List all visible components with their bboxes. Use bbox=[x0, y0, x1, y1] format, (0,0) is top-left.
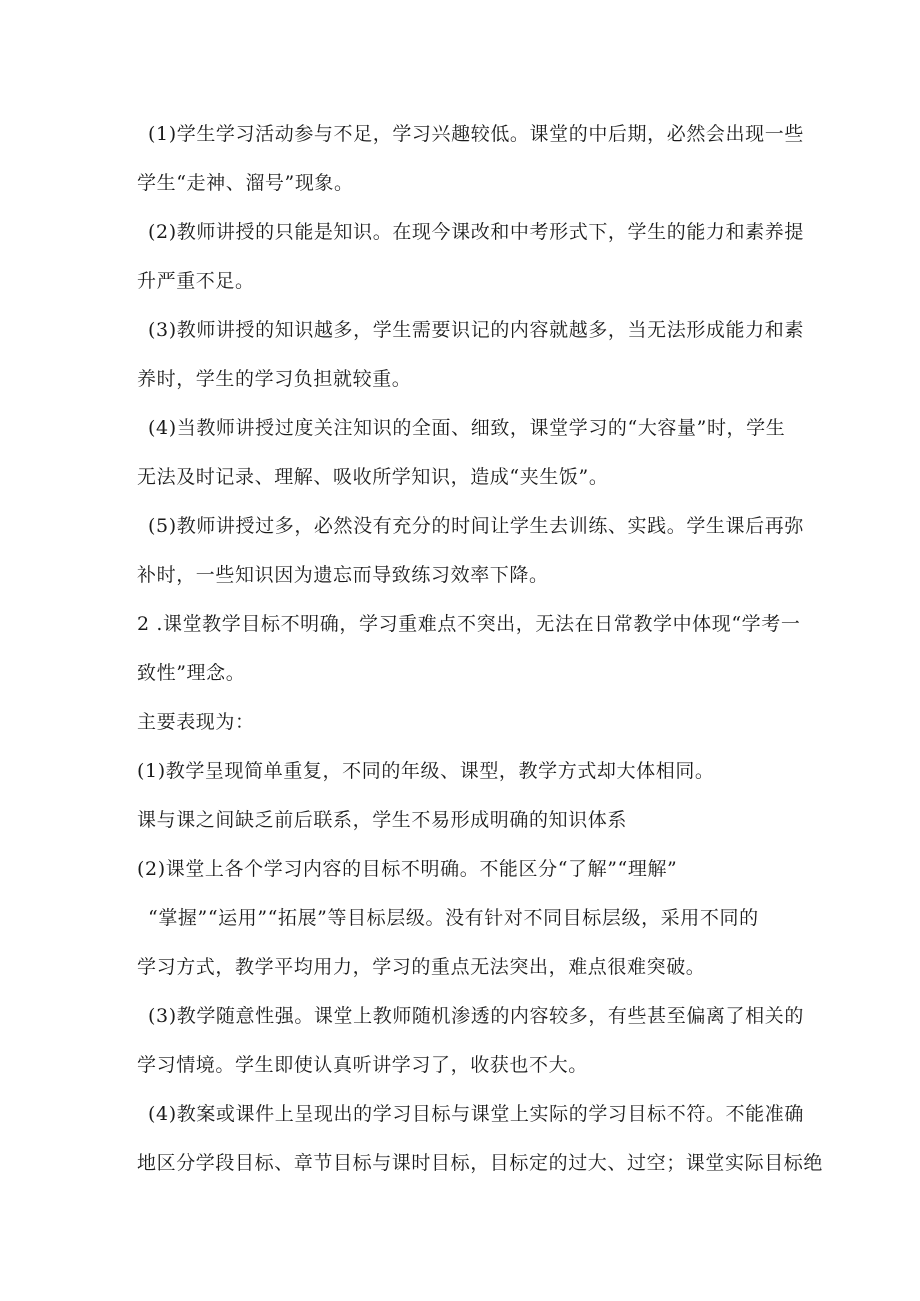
paragraph-line: (1)学生学习活动参与不足，学习兴趣较低。课堂的中后期，必然会出现一些 bbox=[148, 123, 804, 145]
paragraph-line: 地区分学段目标、章节目标与课时目标，目标定的过大、过空；课堂实际目标绝 bbox=[137, 1152, 824, 1174]
paragraph-line: (4)教案或课件上呈现出的学习目标与课堂上实际的学习目标不符。不能准确 bbox=[148, 1103, 804, 1125]
section-heading-line: 2 .课堂教学目标不明确，学习重难点不突出，无法在日常教学中体现“学考一 bbox=[137, 613, 801, 635]
paragraph-line: 课与课之间缺乏前后联系，学生不易形成明确的知识体系 bbox=[137, 809, 628, 831]
paragraph-line: 补时，一些知识因为遗忘而导致练习效率下降。 bbox=[137, 564, 549, 586]
paragraph-line: 学习情境。学生即使认真听讲学习了，收获也不大。 bbox=[137, 1054, 588, 1076]
paragraph-line: (1)教学呈现简单重复，不同的年级、课型，教学方式却大体相同。 bbox=[137, 760, 715, 782]
paragraph-line: “掌握”“运用”“拓展”等目标层级。没有针对不同目标层级，采用不同的 bbox=[148, 907, 759, 929]
paragraph-line: (3)教师讲授的知识越多，学生需要识记的内容就越多，当无法形成能力和素 bbox=[148, 319, 804, 341]
paragraph-line: (2)课堂上各个学习内容的目标不明确。不能区分“了解”“理解” bbox=[137, 858, 678, 880]
paragraph-line: 无法及时记录、理解、吸收所学知识，造成“夹生饭”。 bbox=[137, 466, 609, 488]
paragraph-line: 养时，学生的学习负担就较重。 bbox=[137, 368, 412, 390]
paragraph-line: 学生“走神、溜号”现象。 bbox=[137, 172, 354, 194]
paragraph-line: (4)当教师讲授过度关注知识的全面、细致，课堂学习的“大容量”时，学生 bbox=[148, 417, 786, 439]
subheading-line: 主要表现为： bbox=[137, 711, 255, 733]
paragraph-line: 升严重不足。 bbox=[137, 270, 255, 292]
paragraph-line: (5)教师讲授过多，必然没有充分的时间让学生去训练、实践。学生课后再弥 bbox=[148, 515, 804, 537]
paragraph-line: (2)教师讲授的只能是知识。在现今课改和中考形式下，学生的能力和素养提 bbox=[148, 221, 804, 243]
paragraph-line: (3)教学随意性强。课堂上教师随机渗透的内容较多，有些甚至偏离了相关的 bbox=[148, 1005, 804, 1027]
paragraph-line: 学习方式，教学平均用力，学习的重点无法突出，难点很难突破。 bbox=[137, 956, 706, 978]
section-heading-line: 致性”理念。 bbox=[137, 662, 246, 684]
